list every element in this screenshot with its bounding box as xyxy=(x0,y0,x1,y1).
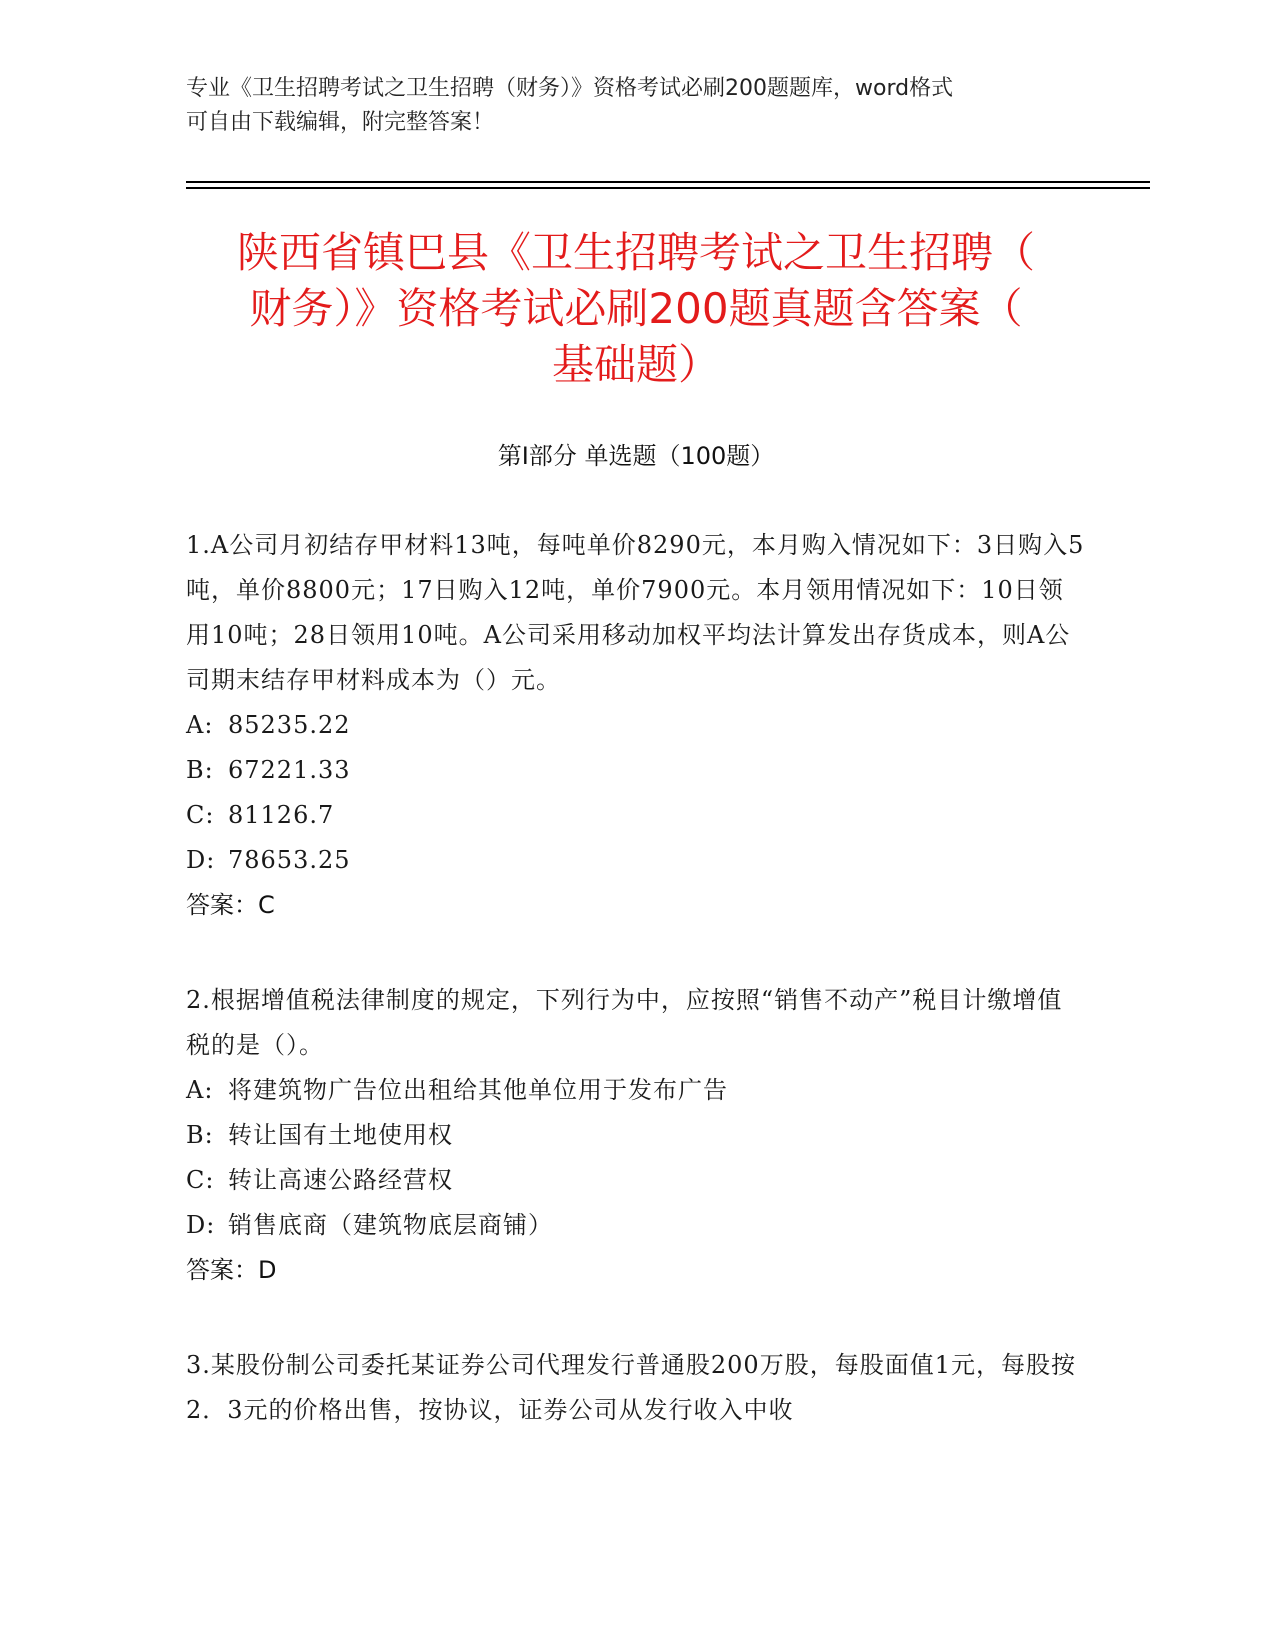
title-line-2: 财务）》资格考试必刷200题真题含答案（ xyxy=(249,284,1023,333)
question-stem: 2.根据增值税法律制度的规定，下列行为中，应按照“销售不动产”税目计缴增值税的是（）。 xyxy=(186,986,1063,1059)
document-title xyxy=(186,225,1086,393)
option-c xyxy=(186,793,1086,838)
option-key: C: xyxy=(186,801,215,829)
option-b xyxy=(186,1113,1086,1158)
header-line-2: 可自由下载编辑，附完整答案！ xyxy=(186,110,495,135)
question-stem: 1.A公司月初结存甲材料13吨，每吨单价8290元，本月购入情况如下：3日购入5吨，单价8800元；17日购入12吨，单价7900元。本月领用情况如下：10日领用10吨；28日领用10吨。A公司采用移动加权平均法计算发出存货成本，则A公司期末结存甲材料成本为（）元。 xyxy=(186,531,1085,694)
option-text: 销售底商（建筑物底层商铺） xyxy=(228,1211,553,1239)
option-key: D: xyxy=(186,1211,216,1239)
question-3 xyxy=(186,1343,1086,1433)
option-c xyxy=(186,1158,1086,1203)
question-2 xyxy=(186,978,1086,1293)
title-line-1: 陕西省镇巴县《卫生招聘考试之卫生招聘（ xyxy=(236,228,1035,277)
option-d xyxy=(186,1203,1086,1248)
option-text: 78653.25 xyxy=(228,846,351,874)
header-rule-bottom xyxy=(186,187,1150,189)
title-line-3: 基础题） xyxy=(551,340,720,389)
option-text: 转让国有土地使用权 xyxy=(228,1121,453,1149)
option-text: 81126.7 xyxy=(228,801,335,829)
option-key: C: xyxy=(186,1166,215,1194)
question-stem: 3.某股份制公司委托某证券公司代理发行普通股200万股，每股面值1元，每股按2．3元的价格出售，按协议，证券公司从发行收入中收 xyxy=(186,1351,1076,1424)
option-text: 将建筑物广告位出租给其他单位用于发布广告 xyxy=(228,1076,728,1104)
question-list xyxy=(186,523,1086,1483)
option-a xyxy=(186,703,1086,748)
question-1 xyxy=(186,523,1086,928)
option-key: D: xyxy=(186,846,216,874)
option-key: A: xyxy=(186,1076,214,1104)
option-text: 85235.22 xyxy=(228,711,351,739)
section-heading: 第Ⅰ部分 单选题（100题） xyxy=(497,442,775,470)
header-line-1: 专业《卫生招聘考试之卫生招聘（财务）》资格考试必刷200题题库，word格式 xyxy=(186,76,954,101)
option-key: B: xyxy=(186,756,214,784)
option-a xyxy=(186,1068,1086,1113)
header-rule-top xyxy=(186,181,1150,183)
answer-line: 答案：C xyxy=(186,891,275,919)
option-text: 67221.33 xyxy=(228,756,351,784)
option-b xyxy=(186,748,1086,793)
option-key: B: xyxy=(186,1121,214,1149)
option-d xyxy=(186,838,1086,883)
option-text: 转让高速公路经营权 xyxy=(228,1166,453,1194)
answer-line: 答案：D xyxy=(186,1256,277,1284)
page-header xyxy=(186,72,1066,140)
option-key: A: xyxy=(186,711,214,739)
